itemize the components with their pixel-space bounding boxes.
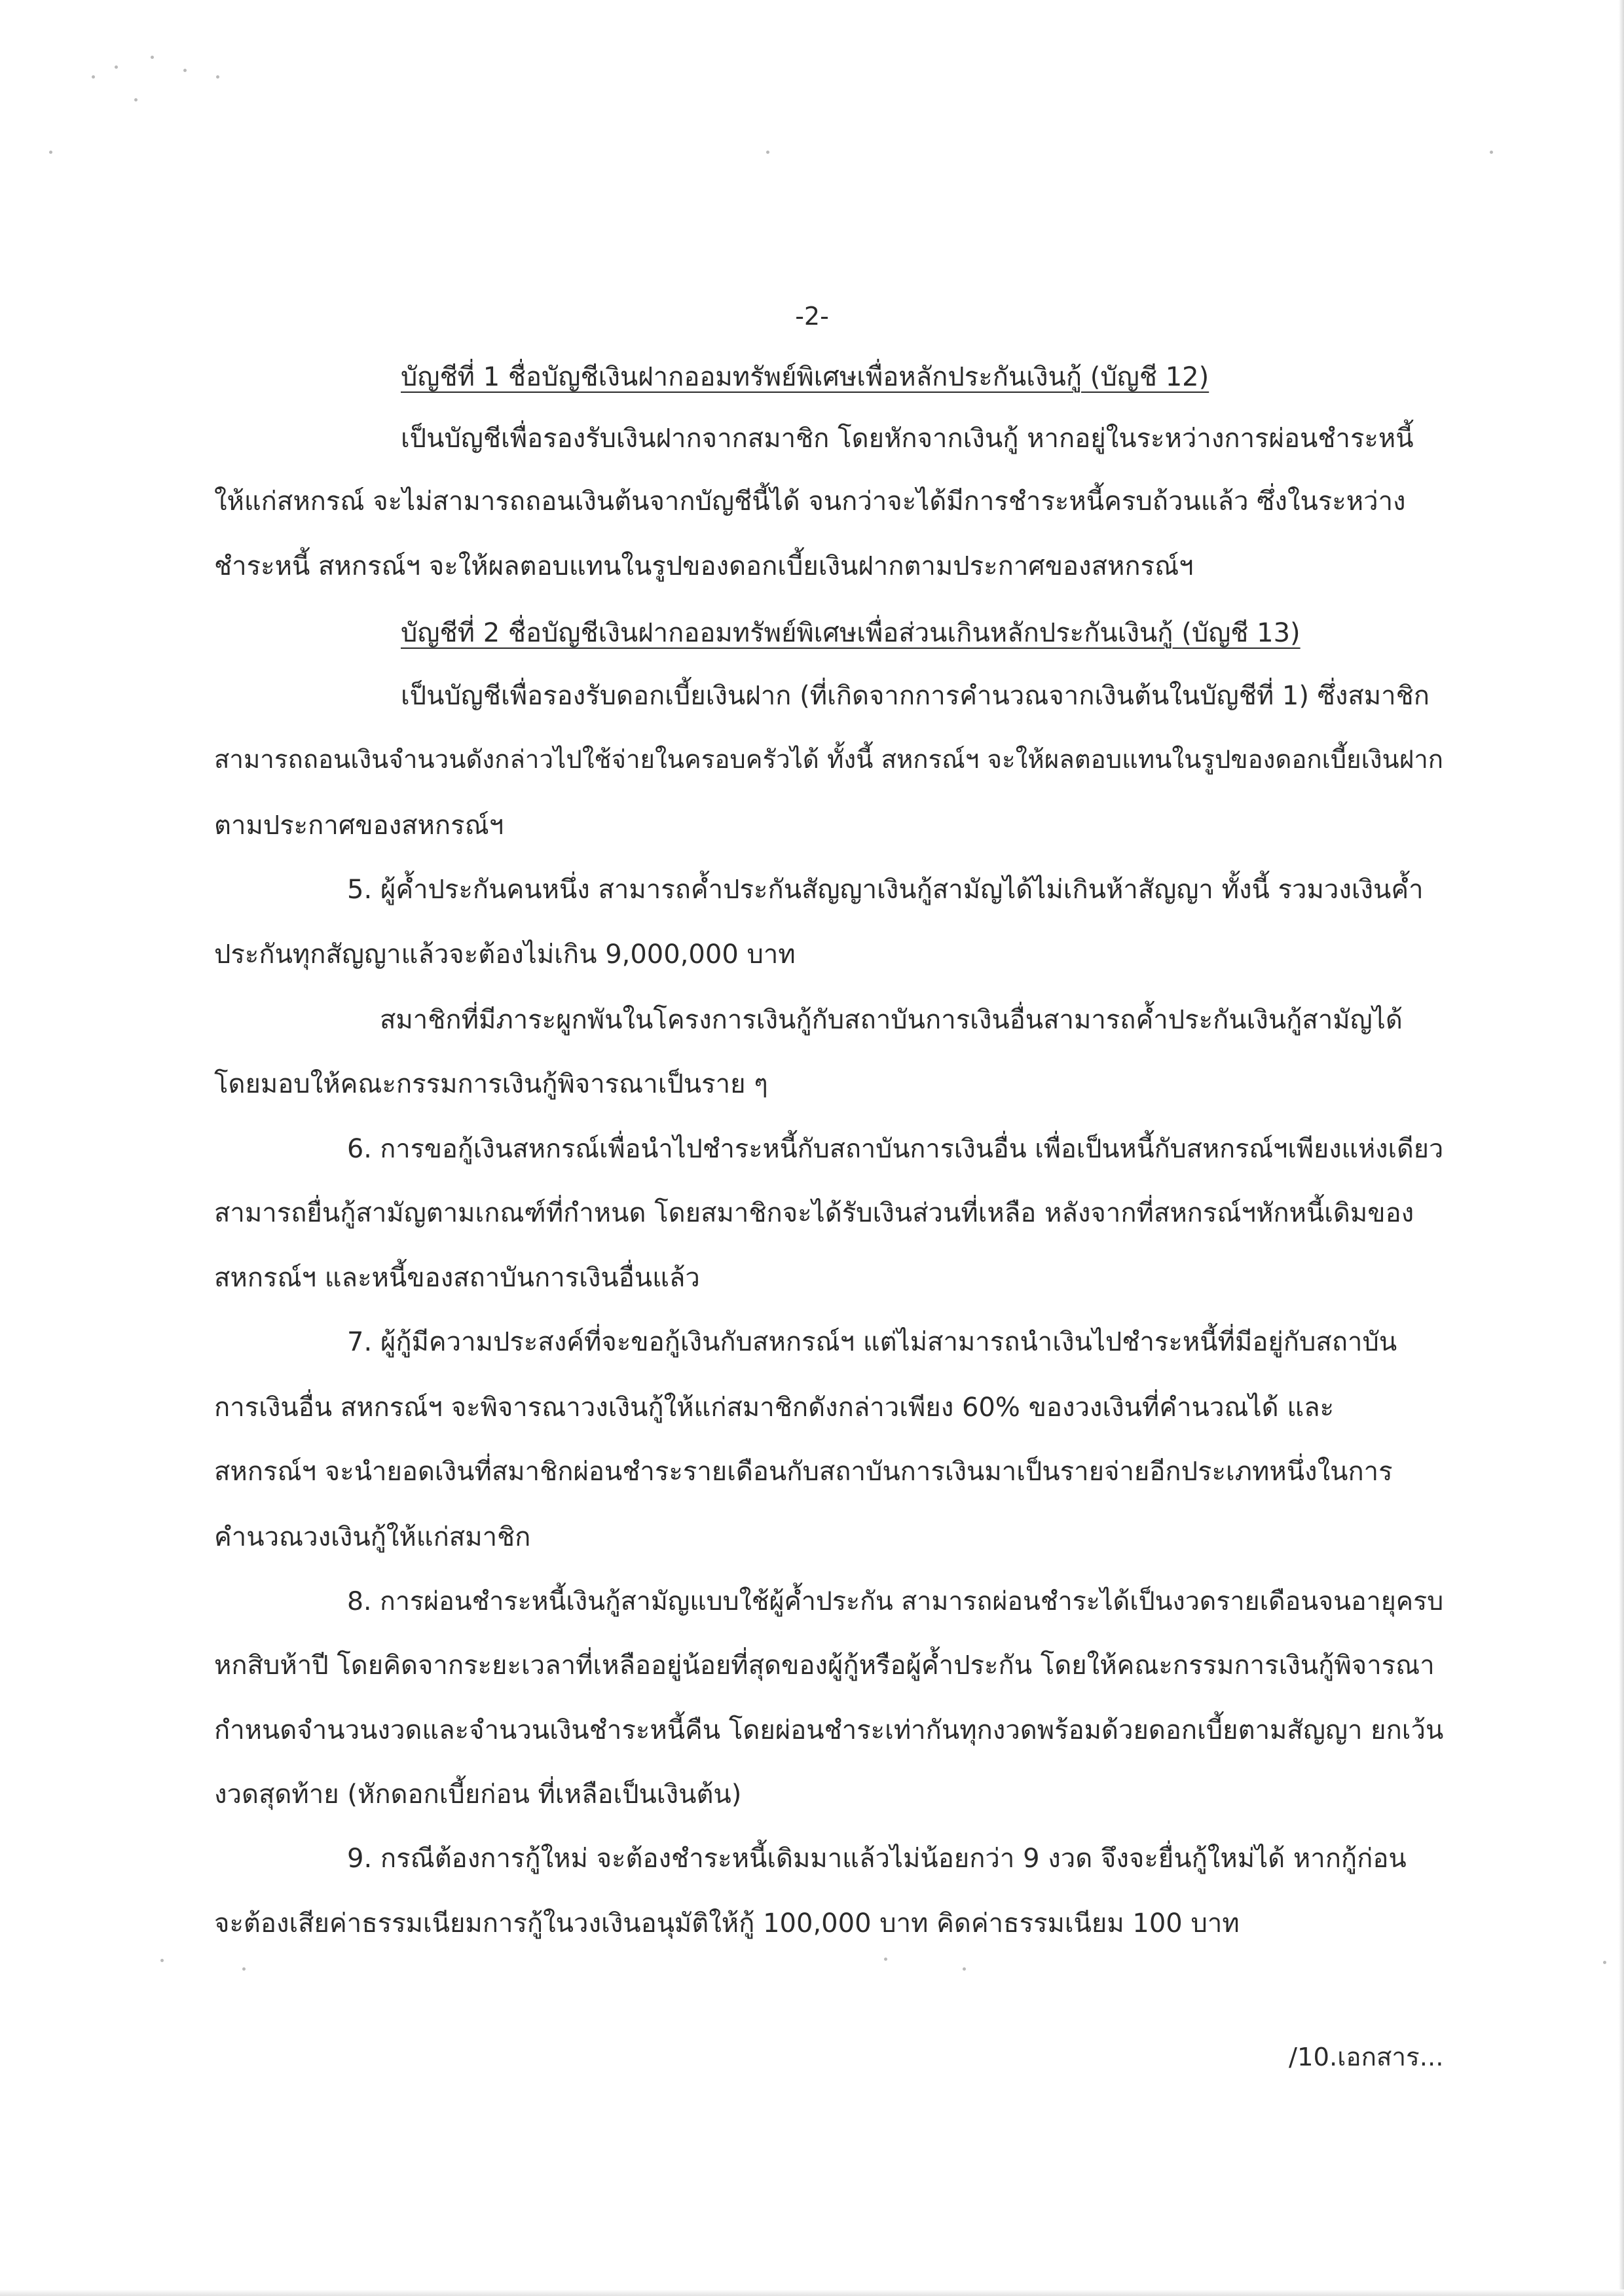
account2-heading: บัญชีที่ 2 ชื่อบัญชีเงินฝากออมทรัพย์พิเศษเพื่อส่วนเกินหลักประกันเงินกู้ (บัญชี 13) (401, 618, 1301, 648)
scan-speck (92, 75, 95, 79)
scan-speck (115, 65, 118, 69)
scan-speck (884, 1958, 887, 1961)
paragraph-line: เป็นบัญชีเพื่อรองรับเงินฝากจากสมาชิก โดยหักจากเงินกู้ หากอยู่ในระหว่างการผ่อนชำระหนี้ (401, 424, 1414, 454)
scan-edge-bottom (0, 2289, 1624, 2296)
item-8-line: 8. การผ่อนชำระหนี้เงินกู้สามัญแบบใช้ผู้ค้ำประกัน สามารถผ่อนชำระได้เป็นงวดรายเดือนจนอายุครบ (347, 1586, 1444, 1616)
item-8-line: งวดสุดท้าย (หักดอกเบี้ยก่อน ที่เหลือเป็นเงินต้น) (214, 1779, 742, 1810)
scan-speck (1490, 151, 1493, 154)
scan-speck (183, 69, 187, 72)
paragraph-line: สามารถถอนเงินจำนวนดังกล่าวไปใช้จ่ายในครอบครัวได้ ทั้งนี้ สหกรณ์ฯ จะให้ผลตอบแทนในรูปของดอกเบี้ยเงินฝาก (214, 745, 1444, 774)
scan-speck (1603, 1961, 1606, 1964)
item-5-note-line: สมาชิกที่มีภาระผูกพันในโครงการเงินกู้กับสถาบันการเงินอื่นสามารถค้ำประกันเงินกู้สามัญได้ (380, 1005, 1403, 1035)
item-6-line: สามารถยื่นกู้สามัญตามเกณฑ์ที่กำหนด โดยสมาชิกจะได้รับเงินส่วนที่เหลือ หลังจากที่สหกรณ์ฯหักหนี้เดิมของ (214, 1198, 1414, 1228)
item-8-line: หกสิบห้าปี โดยคิดจากระยะเวลาที่เหลืออยู่น้อยที่สุดของผู้กู้หรือผู้ค้ำประกัน โดยให้คณะกรรมการเงินกู้พิจารณา (214, 1650, 1435, 1681)
scan-speck (151, 56, 154, 59)
paragraph-line: เป็นบัญชีเพื่อรองรับดอกเบี้ยเงินฝาก (ที่เกิดจากการคำนวณจากเงินต้นในบัญชีที่ 1) ซึ่งสมาชิก (401, 681, 1430, 711)
paragraph-line: ให้แก่สหกรณ์ จะไม่สามารถถอนเงินต้นจากบัญชีนี้ได้ จนกว่าจะได้มีการชำระหนี้ครบถ้วนแล้ว ซึ่งในระหว่าง (214, 486, 1406, 517)
item-6-line: 6. การขอกู้เงินสหกรณ์เพื่อนำไปชำระหนี้กับสถาบันการเงินอื่น เพื่อเป็นหนี้กับสหกรณ์ฯเพียงแห่งเดียว (347, 1134, 1444, 1164)
item-7-line: คำนวณวงเงินกู้ให้แก่สมาชิก (214, 1522, 531, 1552)
item-5-note-line: โดยมอบให้คณะกรรมการเงินกู้พิจารณาเป็นราย ๆ (214, 1069, 768, 1099)
paragraph-line: ตามประกาศของสหกรณ์ฯ (214, 811, 504, 841)
item-5-line: ประกันทุกสัญญาแล้วจะต้องไม่เกิน 9,000,000 บาท (214, 939, 796, 970)
account1-heading: บัญชีที่ 1 ชื่อบัญชีเงินฝากออมทรัพย์พิเศษเพื่อหลักประกันเงินกู้ (บัญชี 12) (401, 362, 1209, 392)
item-9-line: จะต้องเสียค่าธรรมเนียมการกู้ในวงเงินอนุมัติให้กู้ 100,000 บาท คิดค่าธรรมเนียม 100 บาท (214, 1908, 1240, 1939)
scan-speck (766, 151, 769, 154)
item-6-line: สหกรณ์ฯ และหนี้ของสถาบันการเงินอื่นแล้ว (214, 1263, 700, 1293)
item-7-line: สหกรณ์ฯ จะนำยอดเงินที่สมาชิกผ่อนชำระรายเดือนกับสถาบันการเงินมาเป็นรายจ่ายอีกประเภทหนึ่งในการ (214, 1457, 1393, 1487)
item-8-line: กำหนดจำนวนงวดและจำนวนเงินชำระหนี้คืน โดยผ่อนชำระเท่ากันทุกงวดพร้อมด้วยดอกเบี้ยตามสัญญา ยกเว้น (214, 1715, 1444, 1745)
item-9-line: 9. กรณีต้องการกู้ใหม่ จะต้องชำระหนี้เดิมมาแล้วไม่น้อยกว่า 9 งวด จึงจะยื่นกู้ใหม่ได้ หากกู้ก่อน (347, 1844, 1407, 1874)
scan-speck (160, 1959, 164, 1962)
item-7-line: 7. ผู้กู้มีความประสงค์ที่จะขอกู้เงินกับสหกรณ์ฯ แต่ไม่สามารถนำเงินไปชำระหนี้ที่มีอยู่กับสถาบัน (347, 1327, 1397, 1357)
continuation-marker: /10.เอกสาร... (1289, 2043, 1444, 2072)
scan-speck (963, 1967, 966, 1971)
paragraph-line: ชำระหนี้ สหกรณ์ฯ จะให้ผลตอบแทนในรูปของดอกเบี้ยเงินฝากตามประกาศของสหกรณ์ฯ (214, 551, 1194, 581)
scan-speck (216, 75, 219, 79)
item-7-line: การเงินอื่น สหกรณ์ฯ จะพิจารณาวงเงินกู้ให้แก่สมาชิกดังกล่าวเพียง 60% ของวงเงินที่คำนวณได้ และ (214, 1393, 1335, 1423)
page-number: -2- (795, 302, 829, 331)
scan-speck (134, 98, 138, 101)
scan-speck (49, 151, 52, 154)
item-5-line: 5. ผู้ค้ำประกันคนหนึ่ง สามารถค้ำประกันสัญญาเงินกู้สามัญได้ไม่เกินห้าสัญญา ทั้งนี้ รวมวงเงินค้ำ (347, 875, 1424, 905)
scan-edge-right (1619, 0, 1624, 2296)
scan-speck (242, 1967, 246, 1971)
